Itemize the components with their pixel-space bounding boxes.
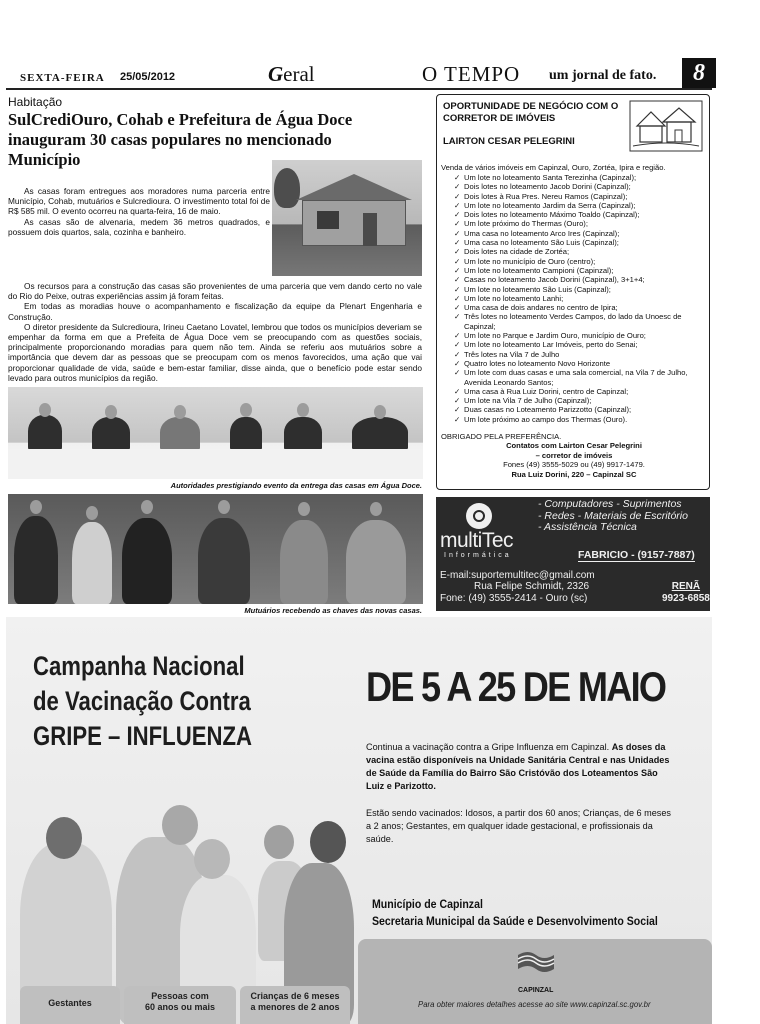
table-cloth <box>8 449 423 479</box>
article-body-bottom <box>8 281 422 383</box>
article-paragraph: Em todas as moradias houve o acompanhamento e fiscalização da equipe da Plenart Engenharia e Construção. <box>8 301 422 322</box>
figure-head <box>194 839 230 879</box>
campaign-url: Para obter maiores detalhes acesse ao site www.capinzal.sc.gov.br <box>418 1000 651 1009</box>
person-shape <box>280 520 328 604</box>
property-item: ✓ Dois lotes no loteamento Máximo Toaldo (Capinzal); <box>455 210 705 219</box>
person-head <box>370 502 382 516</box>
ad-footer <box>441 432 707 479</box>
property-item: ✓ Três lotes na Vila 7 de Julho <box>455 350 705 359</box>
multitec-logo: multiTec <box>440 529 514 552</box>
person-head <box>174 405 186 419</box>
property-item: ✓ Duas casas no Loteamento Parizzotto (Capinzal); <box>455 405 705 414</box>
house-photo <box>272 160 422 276</box>
page-number: 8 <box>682 58 716 88</box>
authorities-photo <box>8 387 423 479</box>
person-head <box>240 403 252 417</box>
property-item: ✓ Dois lotes no loteamento Jacob Dorini (Capinzal); <box>455 182 705 191</box>
multitec-contact <box>440 570 595 604</box>
article-paragraph: As casas foram entregues aos moradores numa parceria entre Município, Cohab, mutuários e Sulcredioura. O investimento total foi de R$ 585 mil. O evento ocorreu na quarta-feira, 16 de maio. <box>8 186 270 217</box>
article-paragraph: O diretor presidente da Sulcredioura, Irineu Caetano Lovatel, lembrou que todos os municípios deveriam se empenhar da forma em que a Prefeita de Água Doce vem se preocupando com as questões sociais, principalmente proporcionando moradias para quem não tem. Ainda se referiu aos mutuários sobre a importância que devem dar as pessoas que se preocupam com os menos favorecidos, uma ação que vai proporcionar qualidade de vida, saúde e bem-estar familiar, disse ainda, que o benefício pode estar sendo levado para outros municípios da região. <box>8 321 422 383</box>
property-item: ✓ Um lote no Parque e Jardim Ouro, município de Ouro; <box>455 331 705 340</box>
property-item: ✓ Uma casa à Rua Luiz Dorini, centro de Capinzal; <box>455 387 705 396</box>
photo-caption: Autoridades prestigiando evento da entrega das casas em Água Doce. <box>170 481 422 490</box>
house-wall <box>302 200 406 246</box>
campaign-organization: Município de Capinzal Secretaria Municipal da Saúde e Desenvolvimento Social <box>372 897 658 928</box>
figure-head <box>310 821 346 863</box>
email-text: E-mail:suportemultitec@gmail.com <box>440 570 595 581</box>
person-head <box>297 403 309 417</box>
property-item: ✓ Uma casa no loteamento São Luis (Capinzal); <box>455 238 705 247</box>
group-pregnant: Gestantes <box>20 986 120 1024</box>
property-item: ✓ Uma casa de dois andares no centro de Ipira; <box>455 303 705 312</box>
person-head <box>374 405 386 419</box>
person-shape <box>14 516 58 604</box>
ad-title: OPORTUNIDADE DE NEGÓCIO COM O CORRETOR DE IMÓVEIS <box>443 101 619 124</box>
contact-role: – corretor de imóveis <box>535 450 613 460</box>
ad-intro: Venda de vários imóveis em Capinzal, Ouro, Zortéa, Ipira e região. <box>441 163 666 172</box>
service-item: - Assistência Técnica <box>538 521 637 533</box>
city-logo-text: CAPINZAL <box>518 987 554 994</box>
house-window <box>317 211 339 229</box>
person-shape <box>352 417 408 451</box>
campaign-paragraph: Continua a vacinação contra a Gripe Influenza em Capinzal. As doses da vacina estão disponíveis na Unidade Sanitária Central e nas Unidades de Saúde da Família do Bairro São Cristóvão dos Loteamentos São Luiz e Parizotto. <box>366 742 670 792</box>
person-shape <box>230 417 262 451</box>
contact-rena <box>662 581 710 604</box>
keys-photo <box>8 494 423 604</box>
rena-name: RENÃ <box>671 581 701 592</box>
houses-icon <box>629 100 703 152</box>
person-shape <box>92 417 130 451</box>
property-item: ✓ Quatro lotes no loteamento Novo Horizonte <box>455 359 705 368</box>
figure-head <box>162 805 198 845</box>
person-shape <box>160 417 200 451</box>
property-item: ✓ Um lote com duas casas e uma sala comercial, na Vila 7 de Julho, Avenida Leonardo Santos; <box>455 368 705 387</box>
contact-line: Contatos com Lairton Cesar Pelegrini <box>506 441 642 451</box>
property-item: ✓ Um lote na Vila 7 de Julho (Capinzal); <box>455 396 705 405</box>
property-item: ✓ Um lote no loteamento Jardim da Serra (Capinzal); <box>455 201 705 210</box>
contact-address: Rua Luiz Dorini, 220 – Capinzal SC <box>511 469 637 479</box>
broker-name: LAIRTON CESAR PELEGRINI <box>443 136 575 147</box>
newspaper-name: O TEMPO <box>422 62 521 86</box>
person-shape <box>346 520 406 604</box>
campaign-footer <box>358 939 712 1024</box>
person-shape <box>284 417 322 451</box>
property-item: ✓ Um lote no loteamento São Luis (Capinzal); <box>455 285 705 294</box>
multitec-logo-icon <box>466 503 492 529</box>
property-item: ✓ Um lote no loteamento Campioni (Capinzal); <box>455 266 705 275</box>
property-item: ✓ Casas no loteamento Jacob Dorini (Capinzal), 3+1+4; <box>455 275 705 284</box>
person-shape <box>122 518 172 604</box>
house-door <box>363 213 377 246</box>
person-head <box>298 502 310 516</box>
property-item: ✓ Um lote no loteamento Lar Imóveis, perto do Senai; <box>455 340 705 349</box>
phone-text: Fone: (49) 3555-2414 - Ouro (sc) <box>440 592 588 604</box>
property-list <box>455 173 705 424</box>
article-paragraph: Os recursos para a construção das casas são provenientes de uma parceria que vem dando certo no vale do Rio do Peixe, outras experiências assim já foram feitas. <box>8 281 422 302</box>
section-name: Geral <box>268 62 315 86</box>
real-estate-ad <box>436 94 710 490</box>
house-roof <box>296 174 412 200</box>
vaccination-campaign-ad <box>6 617 712 1024</box>
service-item: - Redes - Materiais de Escritório <box>538 509 688 522</box>
property-item: ✓ Um lote no loteamento Lanhi; <box>455 294 705 303</box>
rena-phone: 9923-6858 <box>662 592 710 604</box>
service-item: - Computadores - Suprimentos <box>538 498 682 510</box>
city-flag-icon <box>516 949 556 975</box>
person-head <box>141 500 153 514</box>
property-item: ✓ Um lote no município de Ouro (centro); <box>455 257 705 266</box>
property-item: ✓ Dois lotes à Rua Pres. Nereu Ramos (Capinzal); <box>455 192 705 201</box>
article-paragraph: As casas são de alvenaria, medem 36 metros quadrados, e possuem dois quartos, sala, cozinha e banheiro. <box>8 216 270 237</box>
article-body-top <box>8 186 270 237</box>
property-item: ✓ Três lotes no loteamento Verdes Campos, do lado da Unoesc de Capinzal; <box>455 312 705 331</box>
property-item: ✓ Um lote no loteamento Santa Terezinha (Capinzal); <box>455 173 705 182</box>
person-shape <box>28 415 62 451</box>
thanks-text: OBRIGADO PELA PREFERÊNCIA. <box>441 432 562 441</box>
campaign-paragraph: Estão sendo vacinados: Idosos, a partir dos 60 anos; Crianças, de 6 meses a 2 anos; Gestantes, em qualquer idade gestacional, e profissionais da saúde. <box>366 808 671 845</box>
campaign-title: Campanha Nacional de Vacinação Contra GRIPE – INFLUENZA <box>33 651 252 751</box>
person-head <box>86 506 98 520</box>
property-item: ✓ Um lote próximo ao campo dos Thermas (Ouro). <box>455 415 705 424</box>
figure-head <box>46 817 82 859</box>
campaign-dates: DE 5 A 25 DE MAIO <box>366 663 666 710</box>
person-head <box>39 403 51 417</box>
property-item: ✓ Um lote próximo do Thermas (Ouro); <box>455 219 705 228</box>
property-item: ✓ Dois lotes na cidade de Zortéa; <box>455 247 705 256</box>
group-elderly: Pessoas com 60 anos ou mais <box>124 986 236 1024</box>
multitec-ad <box>436 497 710 611</box>
photo-caption: Mutuários recebendo as chaves das novas casas. <box>244 606 422 615</box>
group-children: Crianças de 6 meses a menores de 2 anos <box>240 986 350 1024</box>
edition-date: 25/05/2012 <box>120 71 176 83</box>
contact-phones: Fones (49) 3555-5029 ou (49) 9917-1479. <box>503 460 645 470</box>
edition-day: SEXTA-FEIRA <box>20 72 105 84</box>
masthead <box>6 62 712 90</box>
figure-head <box>264 825 294 859</box>
street-text: Rua Felipe Schmidt, 2326 <box>474 581 590 593</box>
person-head <box>218 500 230 514</box>
multitec-logo-sub: Informática <box>444 552 512 559</box>
property-item: ✓ Uma casa no loteamento Arco Ires (Capinzal); <box>455 229 705 238</box>
contact-fabricio: FABRICIO - (9157-7887) <box>578 549 695 561</box>
person-shape <box>72 522 112 604</box>
article-kicker: Habitação <box>8 95 63 109</box>
person-head <box>30 500 42 514</box>
newspaper-slogan: um jornal de fato. <box>549 68 657 83</box>
person-shape <box>198 518 250 604</box>
article-headline: SulCrediOuro, Cohab e Prefeitura de Água Doce inauguram 30 casas populares no mencionado Município <box>8 110 353 169</box>
multitec-services <box>538 499 688 534</box>
person-head <box>105 405 117 419</box>
